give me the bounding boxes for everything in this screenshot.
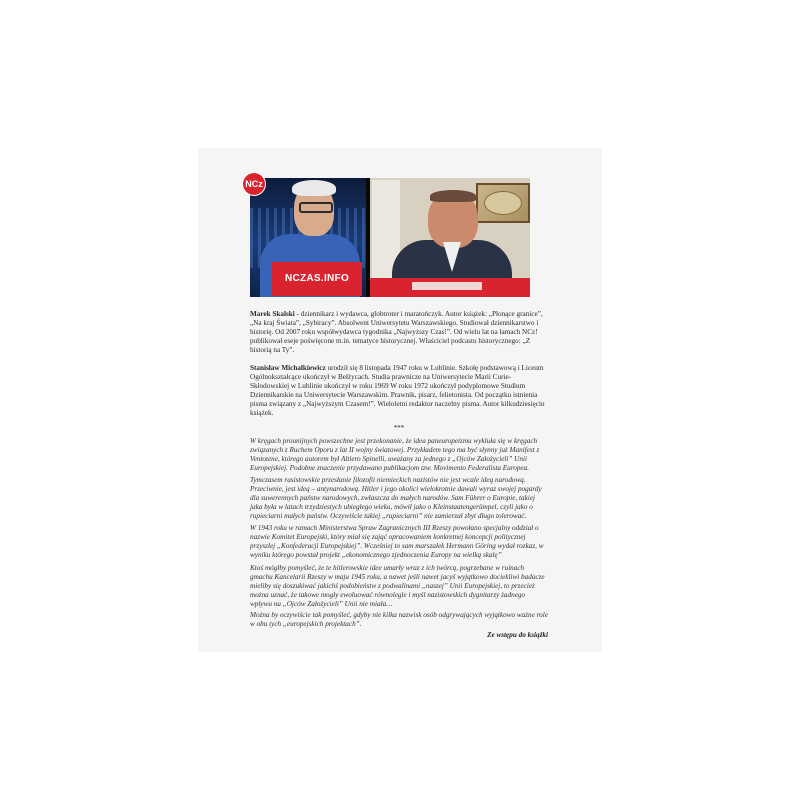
lower-third-bar <box>368 278 530 297</box>
excerpt-paragraph: Tymczasem rasistowskie przesłanie filozofii niemieckich nazistów nie jest wcale ideą narodową. Przeciwnie, jest ideą – antynarodową. Hitler i jego okolici wielokrotnie dawali wyraz swojej pogardy dla suwerennych państw narodowych, zwłaszcza do małych narodów. Sam Führer o Europie, takiej jaka była w latach trzydziestych ubiegłego wieku, mówił jako o Kleinstaatengerümpel, czyli jako o rupieciarni małych państw. Oczywiście takiej „rupieciarni” nie zamierzał zbyt długo tolerować. <box>250 476 542 520</box>
author-bio-text: urodził się 8 listopada 1947 roku w Lublinie. Szkołę podstawową i Liceum Ogólnokształcące ukończył w Bełżycach. Studia prawnicze na Uniwersytecie Marii Curie-Skłodowskiej w Lublinie ukończył w roku 1969 W roku 1972 ukończył podyplomowe Studium Dziennikarskie na Uniwersytecie Warszawskim. Prawnik, pisarz, felietonista. Od początku istnienia pisma związany z „Najwyższym Czasem!”. Wieloletni redaktor naczelny pisma. Autor kilkudziesięciu książek. <box>250 364 545 417</box>
split-divider <box>366 178 370 297</box>
author-name: Stanisław Michalkiewicz <box>250 364 326 372</box>
author-bio-michalkiewicz <box>250 364 548 417</box>
excerpt-source: Ze wstępu do książki <box>487 631 548 639</box>
excerpt-paragraph: Można by oczywiście tak pomyśleć, gdyby nie kilka nazwisk osób odgrywających wyjątkowo ważne role w obu tych „europejskich projektach”. <box>250 611 548 628</box>
host-hair <box>292 180 336 196</box>
section-separator: *** <box>393 424 405 432</box>
excerpt-paragraph: Ktoś mógłby pomyśleć, że te hitlerowskie idee umarły wraz z ich twórcą, pogrzebane w ruinach gmachu Kancelarii Rzeszy w maju 1945 roku, a nawet jeśli nawet jacyś wyjątkowo dociekliwi badacze mieliby się doszukiwać jakichś podobieństw z podwalinami „naszej” Unii Europejskiej, to przecież można uznać, że takowe mogły ewoluować równolegle i myśl nazistowskich dygnitarzy żadnego wpływu na „Ojców Założycieli” Unii nie miała… <box>250 564 545 608</box>
guest-hair <box>430 190 476 202</box>
author-name: Marek Skalski <box>250 310 295 318</box>
wall-map <box>476 183 530 223</box>
excerpt-paragraph: W kręgach prounijnych powszechne jest przekonanie, że idea paneuropeizmu wykluła się w kręgach związanych z Ruchem Oporu z lat II wojny światowej. Przykładem tego ma być słynny już Manifest z Ventotene, którego autorem był Altiero Spinelli, uważany za jednego z „Ojców Założycieli” Unii Europejskiej. Podobne znaczenie przydawano publikacjom tzw. Movimento Federalista Europea. <box>250 437 540 472</box>
nczas-logo: NCz <box>243 173 265 195</box>
author-bio-skalski <box>250 310 548 355</box>
studio-caption: NCZAS.INFO <box>272 262 362 296</box>
host-glasses <box>299 202 333 213</box>
author-bio-text: - dziennikarz i wydawca, globtroter i maratończyk. Autor książek: „Płonące granice”, „Na kraj Świata”, „Sybiracy”. Absolwent Uniwersytetu Warszawskiego. Studiował dziennikarstwo i historię. Od 2007 roku współwydawca tygodnika „Najwyższy Czas!”. Od wielu lat na łamach NCz! publikował eseje poświęcone m.in. tematyce historycznej. Właściciel podcastu historycznego: „Z historią na Ty”. <box>250 310 543 354</box>
excerpt-paragraph: W 1943 roku w ramach Ministerstwa Spraw Zagranicznych III Rzeszy powołano specjalny oddział o nazwie Komitet Europejski, który miał się zająć opracowaniem konkretnej koncepcji politycznej przyszłej „Konfederacji Europejskiej”. Wcześniej to sam marszałek Hermann Göring wydał rozkaz, w wyniku którego powstał projekt „ekonomicznego zjednoczenia Europy na wielką skalę” <box>250 524 544 559</box>
